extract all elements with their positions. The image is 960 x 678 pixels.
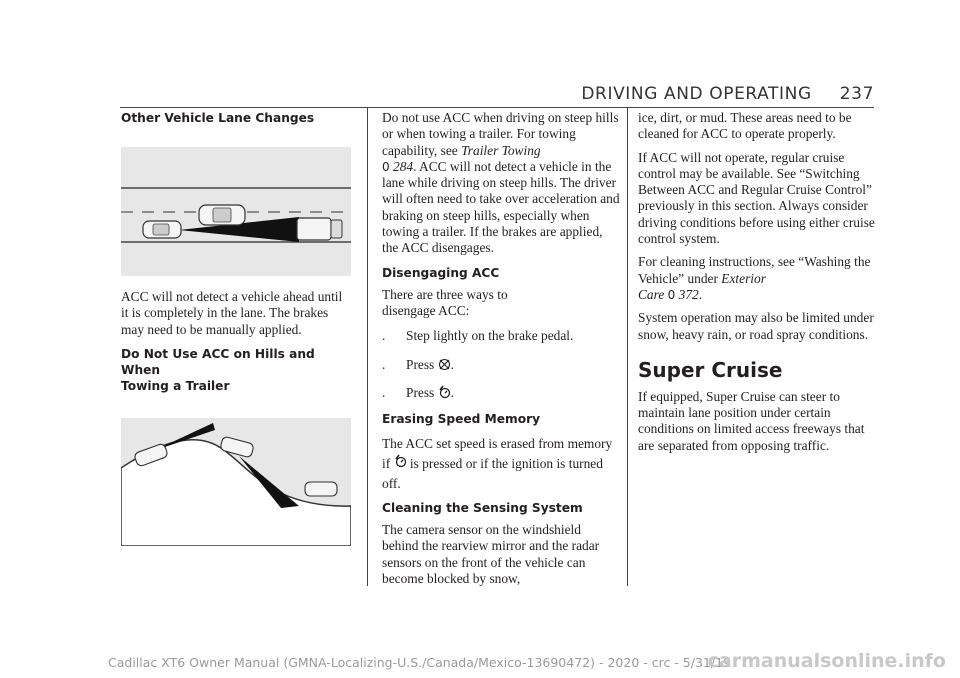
bullet-text: Press [406,356,435,372]
paragraph-washing-end: . [698,286,703,302]
column-1 [121,110,353,546]
bullet-dot: . [382,328,386,344]
paragraph-washing [638,254,878,303]
hills-drawing [121,418,351,546]
heading-hills-line-1: Do Not Use ACC on Hills and When [121,346,315,377]
bullet-press-cancel [382,357,620,373]
paragraph-super-cruise: If equipped, Super Cruise can steer to maintain lane position under certain conditions on limited access freeways that are separated from opposing traffic. [638,388,865,453]
heading-hills-line-2: Towing a Trailer [121,378,230,393]
cancel-cruise-icon [438,358,451,371]
page-ref-284[interactable]: 284 [393,158,414,174]
lane-change-illustration [121,147,351,276]
cruise-control-icon [394,454,407,468]
paragraph-washing-text: For cleaning instructions, see “Washing the Vehicle” under [638,254,871,286]
column-divider-2 [627,107,628,586]
trailer-towing-link[interactable]: Trailer Towing [461,142,541,158]
header-rule [120,107,874,108]
cruise-control-icon [438,385,451,399]
paragraph-hills-text-a: Do not use ACC when driving on steep hills or when towing a trailer. For towing capability, see [382,110,619,158]
bullet-brake [382,328,620,344]
heading-hills-towing [121,346,353,394]
column-3 [638,110,878,454]
bullet-text: Press [406,384,435,400]
paragraph-other-vehicle: ACC will not detect a vehicle ahead until it is completely in the lane. The brakes may need to be manually applied. [121,289,343,337]
heading-erasing-speed-memory: Erasing Speed Memory [382,412,541,427]
paragraph-erase-text-b: is pressed or if the ignition is turned off. [382,456,603,492]
bullet-end: . [450,384,454,400]
exterior-care-link[interactable]: Exterior [721,270,766,286]
paragraph-regular-cruise: If ACC will not operate, regular cruise control may be available. See “Switching Between ACC and Regular Cruise Control” previously in this section. Always consider driving conditions before using either cruise control system. [638,149,875,247]
paragraph-erase [382,434,620,494]
paragraph-erase-text-a: The ACC set speed is erased from memory if [382,436,613,472]
bullet-dot: . [382,384,386,400]
heading-cleaning-sensing-system: Cleaning the Sensing System [382,501,583,516]
heading-disengaging-acc: Disengaging ACC [382,265,500,280]
exterior-care-link-2[interactable]: Care [638,286,665,302]
paragraph-disengage: There are three ways to disengage ACC: [382,286,508,318]
column-2 [382,110,620,587]
section-title: DRIVING AND OPERATING [581,84,812,104]
footer-document-info: Cadillac XT6 Owner Manual (GMNA-Localizing-U.S./Canada/Mexico-13690472) - 2020 - crc - 5/31/19 [108,655,731,670]
footer-watermark: carmanualsonline.info [707,650,946,672]
paragraph-cleaning: The camera sensor on the windshield behind the rearview mirror and the radar sensors on the front of the vehicle can become blocked by snow, [382,522,600,587]
paragraph-hills-text-b: . ACC will not detect a vehicle in the lane while driving on steep hills. The driver will often need to take over acceleration and braking on steep hills, especially when towing a trailer. If the brakes are applied, the ACC disengages. [382,158,620,256]
hills-illustration [121,418,351,546]
page-ref-icon: 0 [667,287,676,302]
page-ref-icon: 0 [382,159,390,174]
bullet-end: . [450,356,454,372]
bullet-press-cruise [382,385,620,401]
bullet-dot: . [382,356,386,372]
paragraph-hills [382,110,620,257]
paragraph-system-limited: System operation may also be limited under snow, heavy rain, or road spray conditions. [638,310,874,342]
column-divider-1 [367,107,368,586]
page-number: 237 [839,84,874,104]
heading-super-cruise: Super Cruise [638,357,783,382]
paragraph-cleaning-continued: ice, dirt, or mud. These areas need to be cleaned for ACC to operate properly. [638,110,852,142]
heading-other-vehicle-lane-changes: Other Vehicle Lane Changes [121,111,315,125]
bullet-text: Step lightly on the brake pedal. [406,328,574,344]
page-header [581,84,874,104]
page-ref-372[interactable]: 372 [678,286,699,302]
lane-change-drawing [121,147,351,276]
